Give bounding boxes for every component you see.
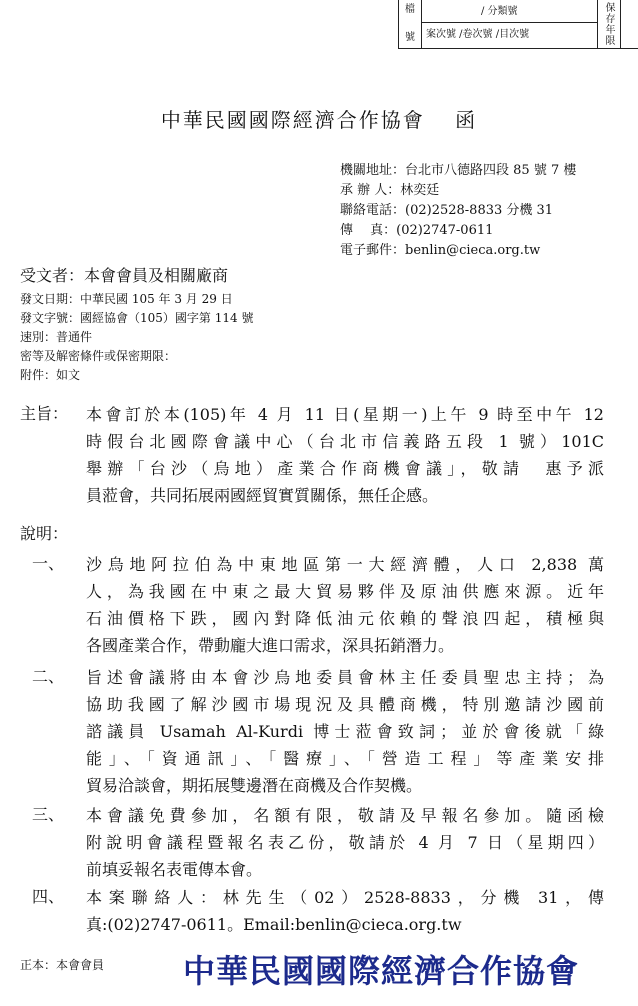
item-line: 本案聯絡人：林先生（02）2528-8833，分機 31，傳 bbox=[86, 888, 604, 907]
subject-line: 時假台北國際會議中心（台北市信義路五段 1 號）101C bbox=[86, 432, 604, 451]
contact-value: (02)2747-0611 bbox=[396, 223, 494, 238]
explanation-item-4 bbox=[86, 884, 604, 938]
subject-line: 員蒞會，共同拓展兩國經貿實質關係，無任企感。 bbox=[86, 486, 439, 505]
item-line: 旨述會議將由本會沙烏地委員會林主任委員聖忠主持；為 bbox=[86, 668, 604, 687]
explanation-item-1 bbox=[86, 551, 604, 659]
item-line: 附說明會議程暨報名表乙份，敬請於 4 月 7 日（星期四） bbox=[86, 833, 604, 852]
contact-value: benlin@cieca.org.tw bbox=[405, 243, 541, 258]
item-line: 前填妥報名表電傳本會。 bbox=[86, 860, 263, 879]
item-line: 貿易洽談會，期拓展雙邊潛在商機及合作契機。 bbox=[86, 776, 423, 795]
item-line: 能」、「資通訊」、「醫療」、「營造工程」等產業安排 bbox=[86, 749, 604, 768]
item-line: 人，為我國在中東之最大貿易夥伴及原油供應來源。近年 bbox=[86, 582, 604, 601]
archive-box bbox=[398, 0, 638, 49]
subject-text bbox=[86, 401, 604, 509]
copy-recipient: 正本：本會會員 bbox=[20, 958, 105, 972]
contact-row-address bbox=[340, 161, 576, 181]
item-line: 各國產業合作，帶動龐大進口需求，深具拓銷潛力。 bbox=[86, 636, 455, 655]
confidentiality: 密等及解密條件或保密期限： bbox=[20, 349, 177, 363]
document-number: 發文字號：國經協會（105）國字第 114 號 bbox=[20, 311, 254, 325]
item-number: 二、 bbox=[32, 667, 65, 686]
urgency: 速別：普通件 bbox=[20, 330, 93, 344]
contact-row-fax bbox=[340, 221, 493, 241]
organization-seal: 中華民國國際經濟合作協會 bbox=[183, 952, 580, 990]
contact-label: 傳 真： bbox=[340, 223, 397, 238]
contact-value: 台北市八德路四段 85 號 7 樓 bbox=[405, 163, 577, 178]
item-line: 本會議免費參加，名額有限，敬請及早報名參加。隨函檢 bbox=[86, 806, 604, 825]
archive-class-no: / 分類號 bbox=[481, 6, 518, 17]
item-number: 三、 bbox=[32, 805, 65, 824]
contact-row-handler bbox=[340, 181, 439, 201]
archive-case-nos: 案次號 /卷次號 /目次號 bbox=[426, 29, 530, 40]
contact-label: 電子郵件： bbox=[340, 243, 406, 258]
attachment: 附件：如文 bbox=[20, 368, 81, 382]
contact-label: 承 辦 人： bbox=[340, 183, 401, 198]
explanation-item-3 bbox=[86, 802, 604, 883]
explanation-label: 說明： bbox=[20, 524, 69, 543]
archive-label-file: 檔 bbox=[405, 4, 415, 15]
item-number: 一、 bbox=[32, 554, 65, 573]
contact-label: 機關地址： bbox=[340, 163, 406, 178]
archive-divider bbox=[421, 22, 597, 23]
contact-label: 聯絡電話： bbox=[340, 203, 406, 218]
contact-value: 林奕廷 bbox=[400, 183, 440, 198]
item-line: 諮議員 Usamah Al-Kurdi 博士蒞會致詞；並於會後就「綠 bbox=[86, 722, 604, 741]
contact-row-phone bbox=[340, 201, 553, 221]
contact-value: (02)2528-8833 分機 31 bbox=[405, 203, 554, 218]
archive-label-number: 號 bbox=[405, 32, 415, 43]
item-line: 協助我國了解沙國市場現況及具體商機，特別邀請沙國前 bbox=[86, 695, 604, 714]
item-line: 真:(02)2747-0611。Email:benlin@cieca.org.tw bbox=[86, 915, 462, 934]
contact-row-email bbox=[340, 241, 540, 261]
subject-line: 本會訂於本(105)年 4 月 11 日(星期一)上午 9 時至中午 12 bbox=[86, 405, 604, 424]
item-line: 石油價格下跌，國內對降低油元依賴的聲浪四起，積極與 bbox=[86, 609, 604, 628]
document-title: 中華民國國際經濟合作協會 函 bbox=[160, 108, 478, 132]
recipient-line: 受文者：本會會員及相關廠商 bbox=[20, 266, 229, 285]
archive-retention: 保存年限 bbox=[603, 2, 614, 46]
issue-date: 發文日期：中華民國 105 年 3 月 29 日 bbox=[20, 292, 233, 306]
subject-label: 主旨： bbox=[20, 404, 69, 423]
item-number: 四、 bbox=[32, 887, 65, 906]
item-line: 沙烏地阿拉伯為中東地區第一大經濟體，人口 2,838 萬 bbox=[86, 555, 604, 574]
explanation-item-2 bbox=[86, 664, 604, 799]
subject-line: 舉辦「台沙（烏地）產業合作商機會議」，敬請 惠予派 bbox=[86, 459, 604, 478]
